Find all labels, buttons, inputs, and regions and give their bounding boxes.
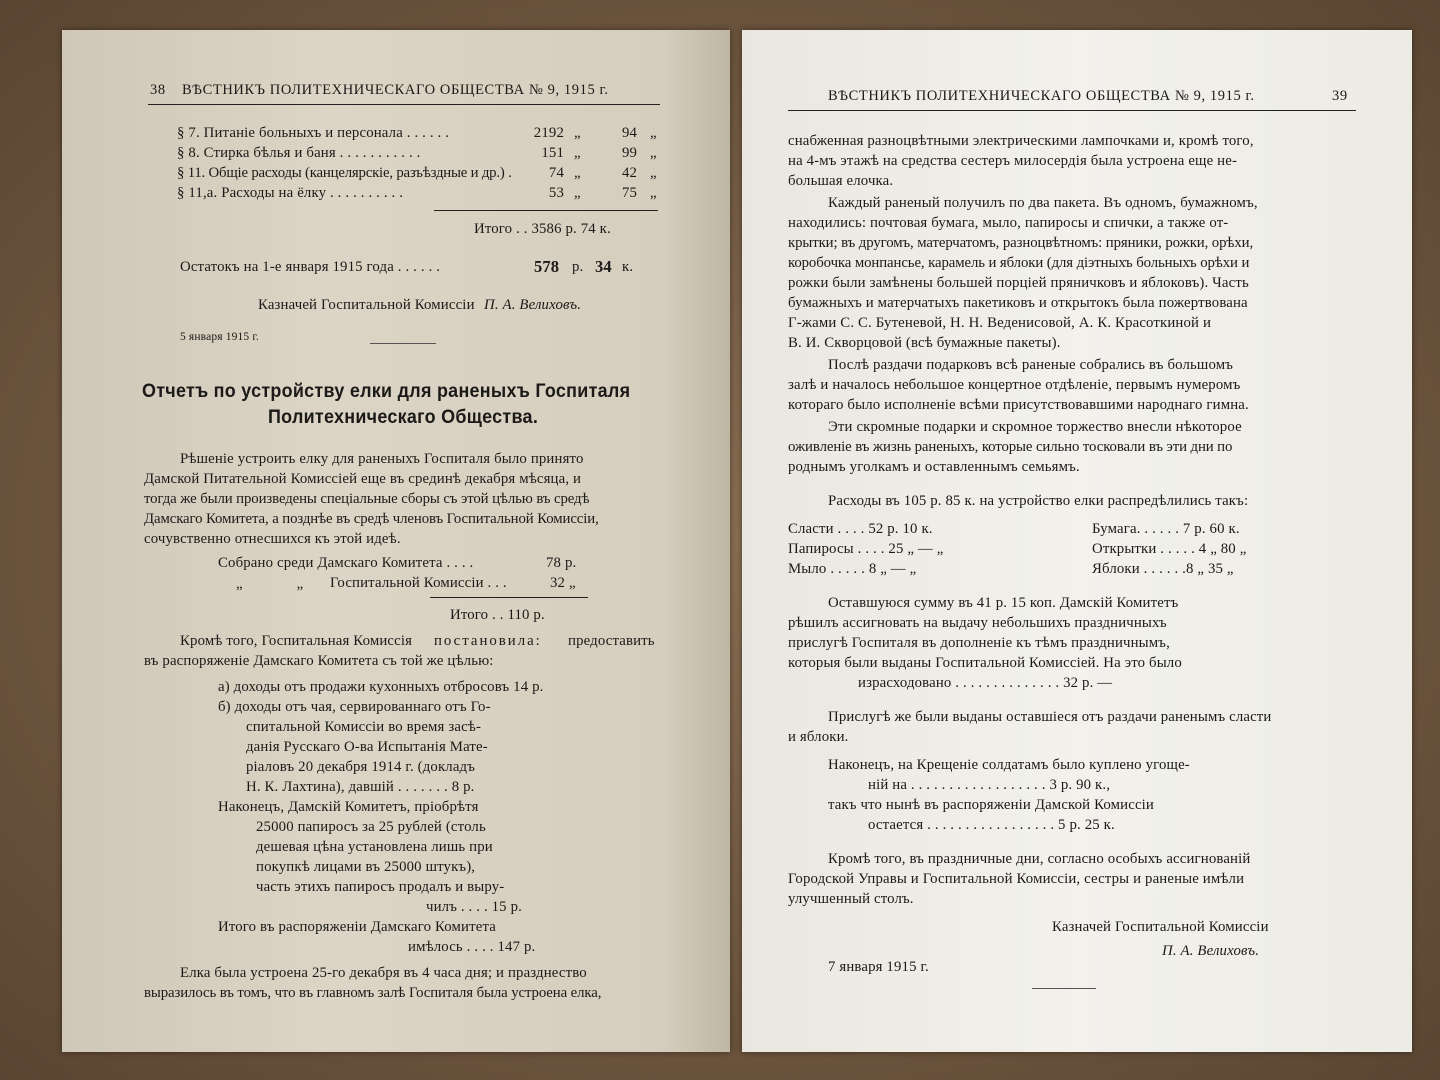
subtotal-rule	[430, 597, 588, 598]
text-line: которыя были выданы Госпитальной Комиссіей. На это было	[788, 655, 1182, 671]
text-line: большая елочка.	[788, 173, 894, 189]
expense-cell: Сласти . . . . 52 р. 10 к.	[788, 521, 933, 537]
balance-kop: 34	[595, 257, 612, 276]
expense-cell: Папиросы . . . . 25 „ — „	[788, 541, 944, 557]
collected-label: Собрано среди Дамскаго Комитета . . . .	[218, 555, 474, 571]
balance-rub: 578	[534, 257, 560, 276]
text-line: Прислугѣ же были выданы оставшіеся отъ раздачи раненымъ сласти	[828, 709, 1272, 725]
text-line: В. И. Скворцовой (всѣ бумажные пакеты).	[788, 335, 1061, 351]
collected-label: Госпитальной Комиссіи . . .	[330, 575, 507, 591]
collected-value: 78 р.	[546, 555, 577, 571]
text-line: въ распоряженіе Дамскаго Комитета съ той же цѣлью:	[144, 653, 494, 669]
income-line: Итого въ распоряженіи Дамскаго Комитета	[218, 919, 496, 935]
report-title-line-1: Отчетъ по устройству елки для раненыхъ Госпиталя	[142, 380, 631, 402]
collected-value: 32 „	[550, 575, 576, 591]
text-line: остается . . . . . . . . . . . . . . . . . 5 р. 25 к.	[868, 817, 1115, 833]
income-line: ріаловъ 20 декабря 1914 г. (докладъ	[246, 759, 476, 775]
expense-rub: 151	[541, 145, 564, 161]
text-line: ній на . . . . . . . . . . . . . . . . . . 3 р. 90 к.,	[868, 777, 1111, 793]
income-line: спитальной Комиссіи во время засѣ-	[246, 719, 482, 735]
text-line: Кромѣ того, въ праздничные дни, согласно особыхъ ассигнованій	[828, 851, 1251, 867]
expense-end: „	[650, 165, 657, 181]
right-page-number: 39	[1332, 88, 1348, 104]
expense-cell: Бумага. . . . . . 7 р. 60 к.	[1092, 521, 1240, 537]
text-line: снабженная разноцвѣтными электрическими лампочками и, кромѣ того,	[788, 133, 1254, 149]
text-line: Эти скромные подарки и скромное торжество внесли нѣкоторое	[828, 419, 1242, 435]
text-line: Оставшуюся сумму въ 41 р. 15 коп. Дамскій Комитетъ	[828, 595, 1179, 611]
text-line: коробочка монпансье, карамель и яблоки (для діэтныхъ больныхъ орѣхи и	[788, 255, 1250, 271]
text-line: на 4-мъ этажѣ на средства сестеръ милосердія была устроена еще не-	[788, 153, 1238, 169]
expense-rub: 74	[548, 165, 564, 181]
text-line-spaced: постановила:	[434, 633, 542, 649]
text-line: Елка была устроена 25-го декабря въ 4 часа дня; и празднество	[180, 965, 587, 981]
text-line: Дамской Питательной Комиссіей еще въ срединѣ декабря мѣсяца, и	[144, 471, 582, 487]
balance-label: Остатокъ на 1-е января 1915 года . . . . . .	[180, 259, 441, 275]
treasurer-name: П. А. Велиховъ.	[1162, 943, 1260, 959]
header-rule	[148, 104, 660, 105]
text-line: Г-жами С. С. Бутеневой, Н. Н. Веденисовой, А. К. Красоткиной и	[788, 315, 1212, 331]
text-line: крытки; въ другомъ, матерчатомъ, разноцвѣтномъ: пряники, рожки, орѣхи,	[788, 235, 1254, 251]
expense-mark: „	[574, 185, 581, 201]
text-line: тогда же были произведены спеціальные сборы съ этой цѣлью въ средѣ	[144, 491, 590, 507]
text-line: роднымъ уголкамъ и оставленнымъ семьямъ.	[788, 459, 1080, 475]
report-date: 5 января 1915 г.	[180, 331, 259, 343]
expense-label: § 11. Общіе расходы (канцелярскіе, разъѣздные и др.) .	[177, 165, 512, 181]
separator	[1032, 988, 1096, 989]
balance-kop-unit: к.	[622, 259, 634, 275]
income-line: 25000 папиросъ за 25 рублей (столь	[256, 819, 486, 835]
expense-label: § 8. Стирка бѣлья и баня . . . . . . . . . . .	[177, 145, 421, 161]
income-line: часть этихъ папиросъ продалъ и выру-	[256, 879, 505, 895]
subtotal-line: Итого . . 110 р.	[450, 607, 545, 623]
right-page	[742, 30, 1412, 1052]
income-line: Н. К. Лахтина), давшій . . . . . . . 8 р.	[246, 779, 475, 795]
income-line: чилъ . . . . 15 р.	[426, 899, 522, 915]
expense-rub: 53	[548, 185, 564, 201]
total-line: Итого . . 3586 р. 74 к.	[474, 221, 611, 237]
expense-cell: Мыло . . . . . 8 „ — „	[788, 561, 917, 577]
expense-label: § 11,а. Расходы на ёлку . . . . . . . . . .	[177, 185, 404, 201]
left-page-number: 38	[150, 82, 166, 98]
expense-rub: 2192	[533, 125, 564, 141]
treasurer-name: П. А. Велиховъ.	[484, 297, 582, 313]
report-title-line-2: Политехническаго Общества.	[268, 406, 539, 428]
report-date: 7 января 1915 г.	[828, 959, 929, 975]
collected-marks: „ „	[236, 576, 304, 592]
income-line: данія Русскаго О-ва Испытанія Мате-	[246, 739, 488, 755]
expense-kop: 42	[622, 165, 638, 181]
income-line: а) доходы отъ продажи кухонныхъ отбросовъ 14 р.	[218, 679, 544, 695]
left-running-head: ВѢСТНИКЪ ПОЛИТЕХНИЧЕСКАГО ОБЩЕСТВА № 9, 1915 г.	[182, 82, 609, 98]
income-line: имѣлось . . . . 147 р.	[408, 939, 536, 955]
header-rule	[788, 110, 1356, 111]
text-line: рѣшилъ ассигновать на выдачу небольшихъ праздничныхъ	[788, 615, 1167, 631]
expenses-intro: Расходы въ 105 р. 85 к. на устройство елки распредѣлились такъ:	[828, 493, 1249, 509]
text-line: и яблоки.	[788, 729, 849, 745]
text-line: Рѣшеніе устроить елку для раненыхъ Госпиталя было принято	[180, 451, 584, 467]
income-line: б) доходы отъ чая, сервированнаго отъ Го-	[218, 699, 491, 715]
expense-kop: 94	[622, 125, 638, 141]
expense-cell: Открытки . . . . . 4 „ 80 „	[1092, 541, 1247, 557]
text-line: Дамскаго Комитета, а позднѣе въ средѣ членовъ Госпитальной Комиссіи,	[144, 511, 599, 527]
text-line: котораго было исполненіе всѣми присутствовавшими народнаго гимна.	[788, 397, 1249, 413]
text-line: Послѣ раздачи подарковъ всѣ раненые собрались въ большомъ	[828, 357, 1234, 373]
text-line: израсходовано . . . . . . . . . . . . . . 32 р. —	[858, 675, 1113, 691]
balance-rub-unit: р.	[572, 259, 584, 275]
text-line: предоставить	[568, 633, 655, 649]
expense-label: § 7. Питаніе больныхъ и персонала . . . . . .	[177, 125, 450, 141]
expense-end: „	[650, 145, 657, 161]
text-line: выразилось въ томъ, что въ главномъ залѣ Госпиталя была устроена елка,	[144, 985, 602, 1001]
text-line: прислугѣ Госпиталя въ дополненіе къ тѣмъ праздничнымъ,	[788, 635, 1170, 651]
text-line: находились: почтовая бумага, мыло, папиросы и спички, а также от-	[788, 215, 1229, 231]
text-line: Наконецъ, на Крещеніе солдатамъ было куплено угоще-	[828, 757, 1190, 773]
text-line: Каждый раненый получилъ по два пакета. Въ одномъ, бумажномъ,	[828, 195, 1258, 211]
treasurer-line: Казначей Госпитальной Комиссіи	[258, 297, 475, 313]
income-line: Наконецъ, Дамскій Комитетъ, пріобрѣтя	[218, 799, 479, 815]
income-line: дешевая цѣна установлена лишь при	[256, 839, 493, 855]
separator	[370, 343, 436, 344]
treasurer-line: Казначей Госпитальной Комиссіи	[1052, 919, 1269, 935]
expense-mark: „	[574, 125, 581, 141]
expense-mark: „	[574, 145, 581, 161]
text-line: рожки были замѣнены большей порціей пряничковъ и яблоковъ). Часть	[788, 275, 1249, 291]
text-line: бумажныхъ и матерчатыхъ пакетиковъ и открытокъ была пожертвована	[788, 295, 1248, 311]
expense-end: „	[650, 125, 657, 141]
total-rule	[434, 210, 658, 211]
text-line: Кромѣ того, Госпитальная Комиссія	[180, 633, 413, 649]
expense-cell: Яблоки . . . . . .8 „ 35 „	[1092, 561, 1234, 577]
text-line: оживленіе въ жизнь раненыхъ, которые сильно тосковали въ эти дни по	[788, 439, 1233, 455]
expense-mark: „	[574, 165, 581, 181]
text-line: улучшенный столъ.	[788, 891, 914, 907]
text-line: такъ что нынѣ въ распоряженіи Дамской Комиссіи	[828, 797, 1154, 813]
expense-kop: 75	[622, 185, 638, 201]
expense-end: „	[650, 185, 657, 201]
income-line: покупкѣ лицами въ 25000 штукъ),	[256, 859, 476, 875]
text-line: залѣ и началось небольшое концертное отдѣленіе, первымъ нумеромъ	[788, 377, 1241, 393]
text-line: Городской Управы и Госпитальной Комиссіи, сестры и раненые имѣли	[788, 871, 1245, 887]
expense-kop: 99	[622, 145, 638, 161]
text-line: сочувственно отнесшихся къ этой идеѣ.	[144, 531, 401, 547]
left-page	[62, 30, 730, 1052]
right-running-head: ВѢСТНИКЪ ПОЛИТЕХНИЧЕСКАГО ОБЩЕСТВА № 9, 1915 г.	[828, 88, 1255, 104]
